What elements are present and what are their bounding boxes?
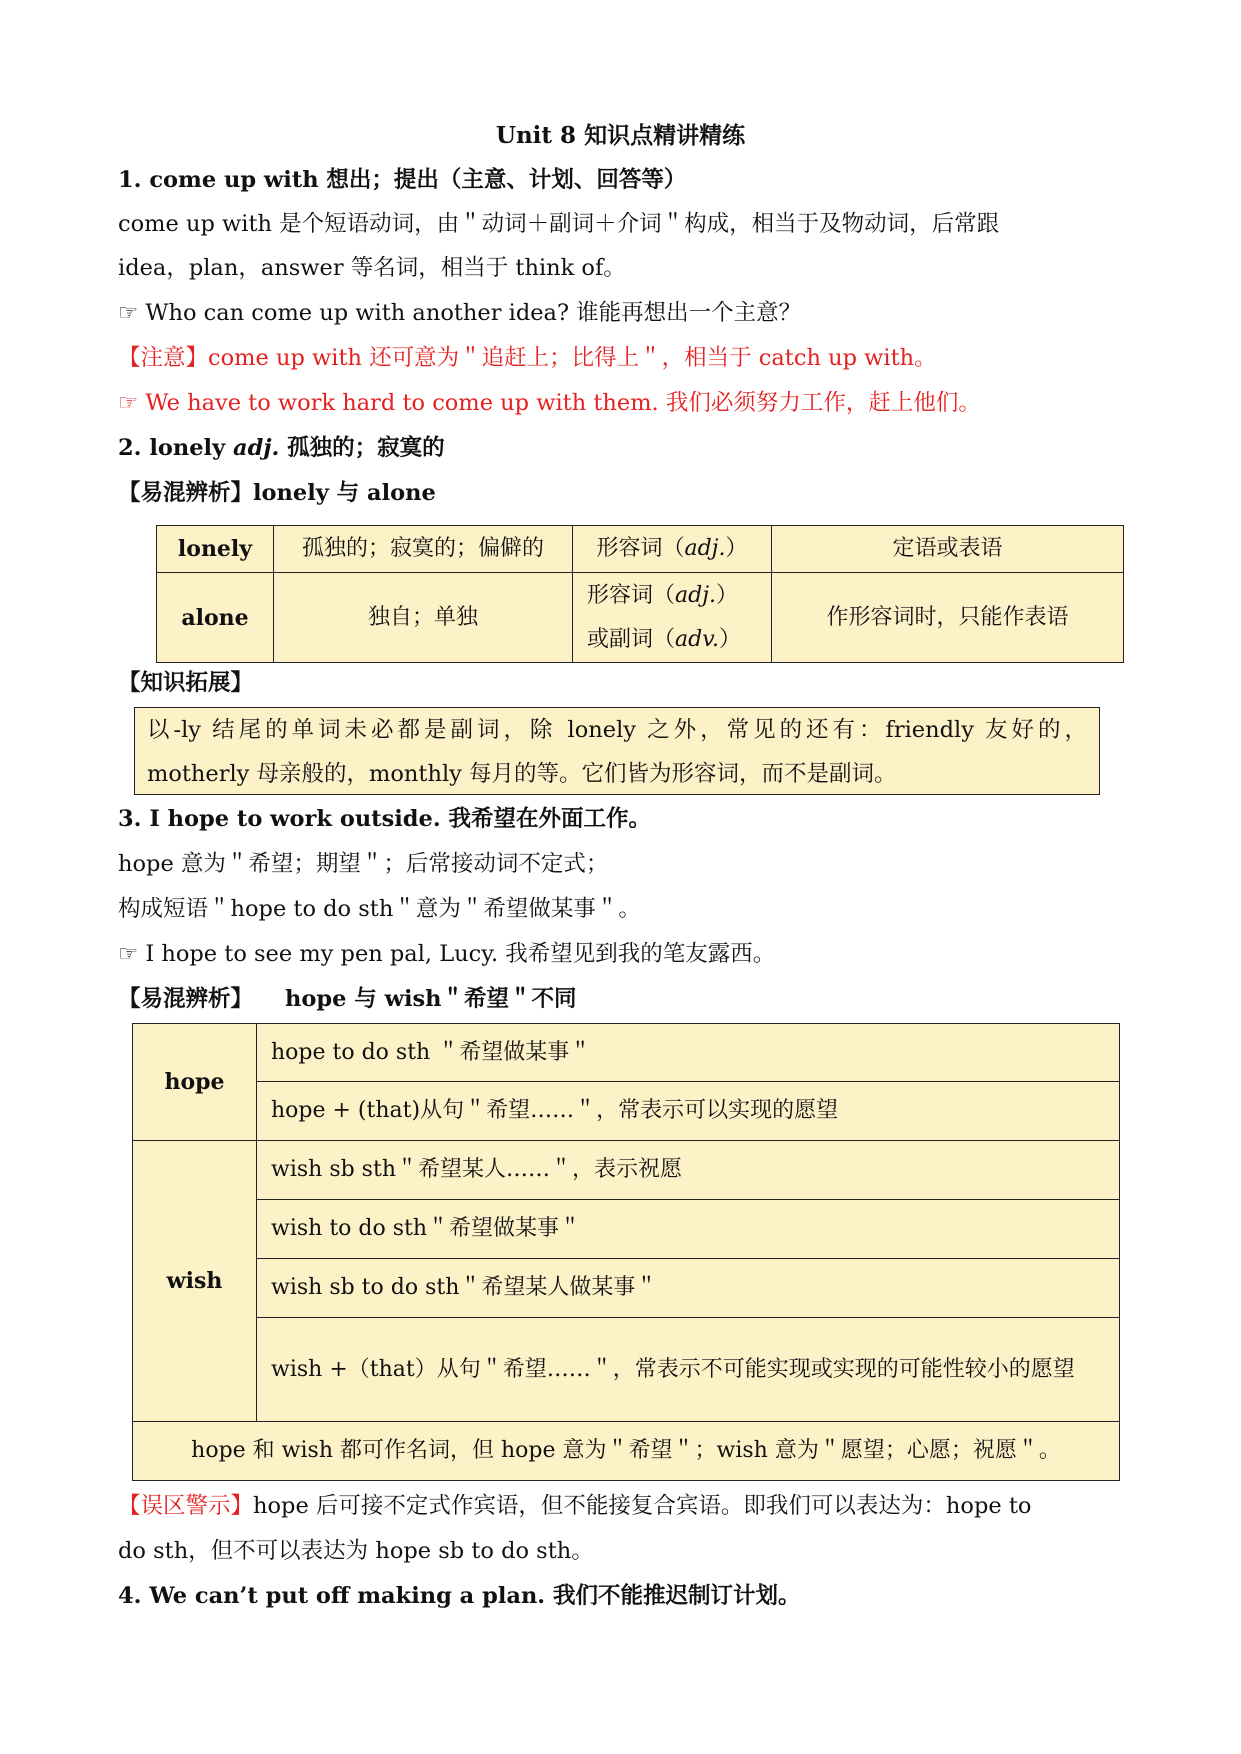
section-4-heading: 4. We can’t put off making a plan. 我们不能推迟制订计划。 [118,1583,801,1609]
table-row [133,1141,1120,1200]
hand-pointing-icon: ☞ [118,300,139,326]
section-2-heading-word: 2. lonely [118,435,234,461]
section-2-subheading: 【易混辨析】lonely 与 alone [118,480,436,506]
section-2-heading [118,426,445,471]
section-1-heading: 1. come up with 想出；提出（主意、计划、回答等） [118,167,687,193]
pos-paren: ） [719,626,742,652]
table-cell-meaning: 独自；单独 [274,573,573,663]
mistake-warning-line-2: do sth，但不可以表达为 hope sb to do sth。 [118,1538,594,1564]
table-cell-meaning: 孤独的；寂寞的；偏僻的 [274,526,573,573]
subheading-tag: 【易混辨析】 [118,986,254,1012]
table-cell-hope-label: hope [133,1024,257,1141]
extension-line-1: 以-ly 结尾的单词未必都是副词，除 lonely 之外，常见的还有：friendly 友好的， [147,717,1087,743]
subheading-text: hope 与 wish＂希望＂不同 [285,986,577,1012]
knowledge-extension-heading: 【知识拓展】 [118,670,254,696]
table-cell-pos [573,573,772,663]
page-title: Unit 8 知识点精讲精练 [495,122,746,149]
table-cell-hope-2: hope + (that)从句＂希望……＂，常表示可以实现的愿望 [257,1082,1120,1141]
pos-line-1 [587,574,757,618]
section-3-paragraph-line-1: hope 意为＂希望；期望＂；后常接动词不定式； [118,851,609,877]
section-1-example-2-text: We have to work hard to come up with them. 我们必须努力工作，赶上他们。 [138,390,981,416]
section-1-note: 【注意】come up with 还可意为＂追赶上；比得上＂，相当于 catch up with。 [118,345,937,371]
table-cell-wish-label: wish [133,1141,257,1422]
warning-text: hope 后可接不定式作宾语，但不能接复合宾语。即我们可以表达为：hope to [253,1493,1032,1519]
table-cell-wish-1: wish sb sth＂希望某人……＂，表示祝愿 [257,1141,1120,1200]
section-3-paragraph-line-2: 构成短语＂hope to do sth＂意为＂希望做某事＂。 [118,896,641,922]
mistake-warning [118,1484,1031,1529]
hand-pointing-icon: ☞ [118,941,139,967]
pos-paren: ） [725,536,748,561]
table-row [157,526,1124,573]
warning-tag: 【误区警示】 [118,1493,254,1519]
pos-abbr: adv. [675,626,720,652]
pos-abbr: adj. [675,582,717,608]
table-footer-note: hope 和 wish 都可作名词，但 hope 意为＂希望＂；wish 意为＂愿望；心愿；祝愿＂。 [133,1422,1120,1481]
section-1-example [118,291,801,336]
table-cell-word: alone [157,573,274,663]
table-row [133,1200,1120,1259]
section-1-paragraph-line-2: idea，plan，answer 等名词，相当于 think of。 [118,255,626,281]
section-3-heading: 3. I hope to work outside. 我希望在外面工作。 [118,806,652,832]
table-row [133,1082,1120,1141]
hope-wish-table [132,1023,1120,1481]
extension-line-2: motherly 母亲般的，monthly 每月的等。它们皆为形容词，而不是副词。 [147,761,897,787]
knowledge-extension-box [134,707,1100,795]
table-row [133,1024,1120,1082]
section-3-example [118,932,775,977]
section-3-example-text: I hope to see my pen pal, Lucy. 我希望见到我的笔友露西。 [138,941,776,967]
table-row [133,1422,1120,1481]
table-cell-wish-2: wish to do sth＂希望做某事＂ [257,1200,1120,1259]
table-row [133,1259,1120,1318]
pos-text: 或副词（ [587,626,676,652]
section-1-paragraph-line-1: come up with 是个短语动词，由＂动词＋副词＋介词＂构成，相当于及物动词，后常跟 [118,211,1000,237]
table-cell-hope-1: hope to do sth ＂希望做某事＂ [257,1024,1120,1082]
table-cell-wish-4: wish +（that）从句＂希望……＂，常表示不可能实现或实现的可能性较小的愿望 [257,1318,1120,1422]
table-cell-word: lonely [157,526,274,573]
section-1-example-text: Who can come up with another idea? 谁能再想出一个主意？ [138,300,802,326]
section-2-heading-pos: adj. [233,435,280,461]
table-row [157,573,1124,663]
pos-text: 形容词（ [596,536,685,561]
pos-abbr: adj. [684,536,726,561]
table-cell-use: 作形容词时，只能作表语 [772,573,1124,663]
table-cell-use: 定语或表语 [772,526,1124,573]
section-2-heading-meaning: 孤独的；寂寞的 [279,435,445,461]
lonely-alone-table [156,525,1124,663]
table-cell-pos [573,526,772,573]
section-1-example-2 [118,381,981,426]
pos-paren: ） [716,582,739,608]
pos-line-2 [587,618,757,662]
section-3-subheading [118,977,577,1022]
table-cell-wish-3: wish sb to do sth＂希望某人做某事＂ [257,1259,1120,1318]
pos-text: 形容词（ [587,582,676,608]
table-row [133,1318,1120,1422]
hand-pointing-icon: ☞ [118,390,139,416]
